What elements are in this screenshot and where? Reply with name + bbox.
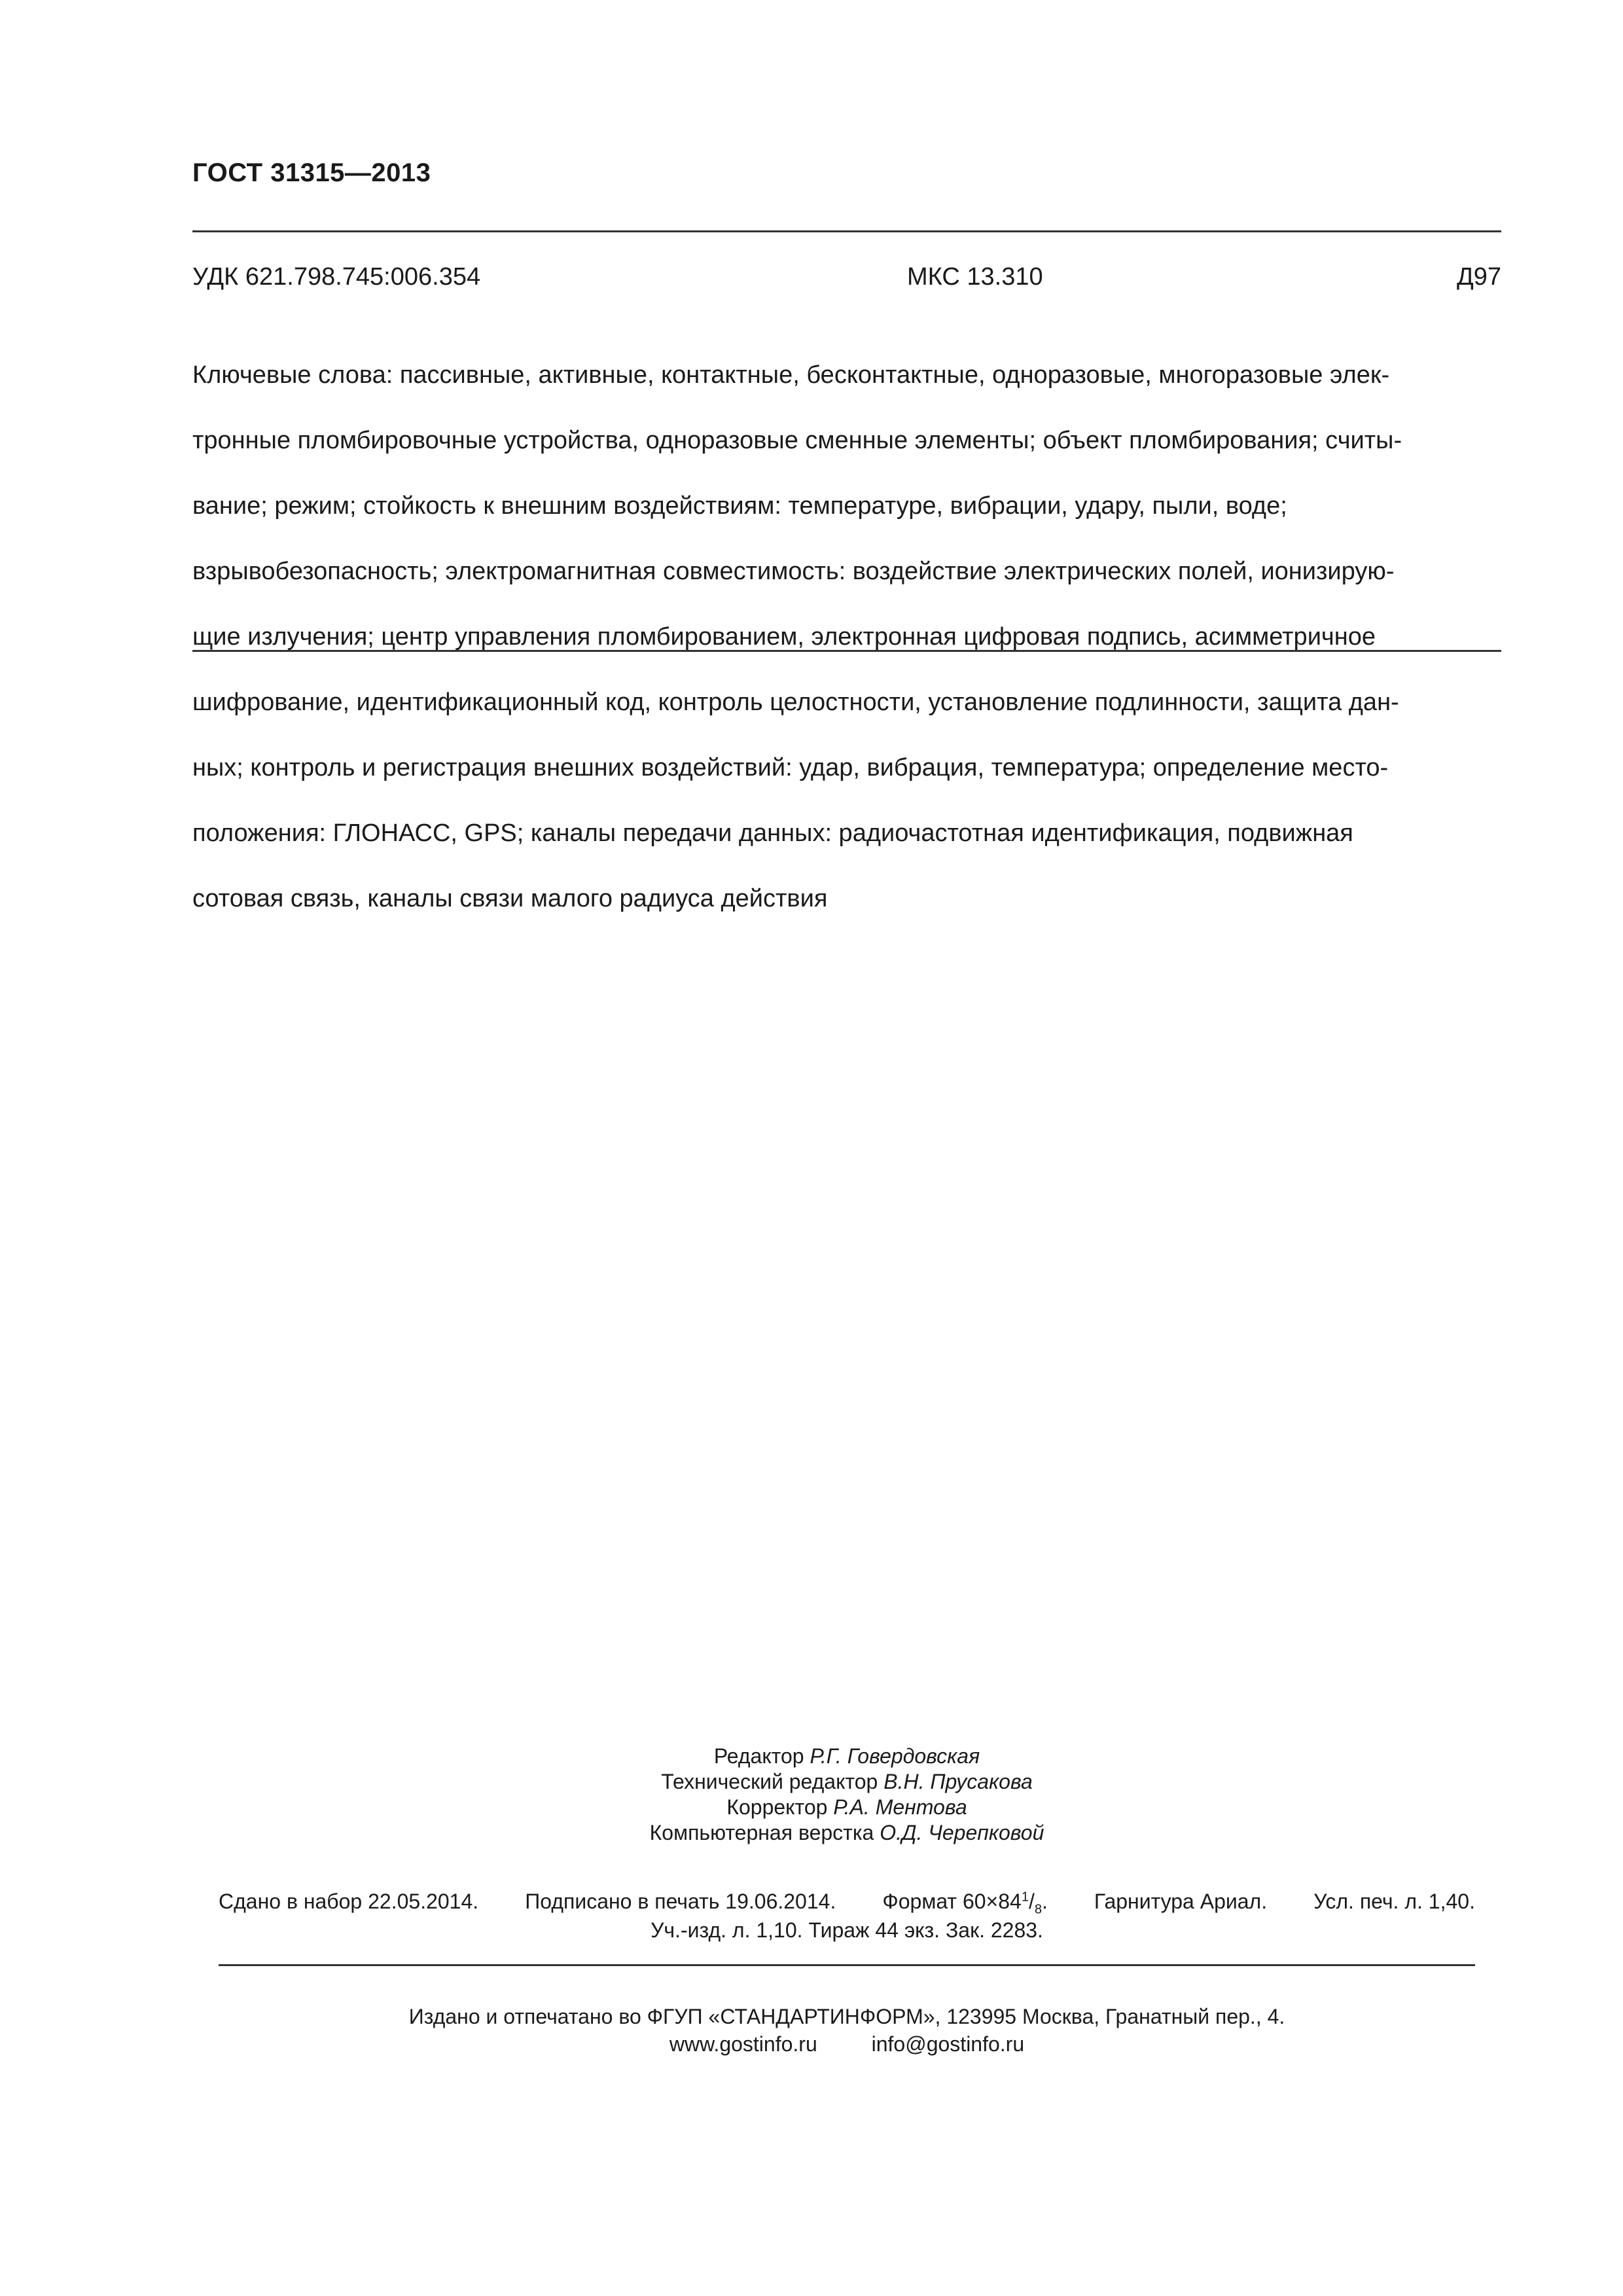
keywords-line: ных; контроль и регистрация внешних воздействий: удар, вибрация, температура; определение место- xyxy=(192,754,1389,781)
keywords-line: щие излучения; центр управления пломбированием, электронная цифровая подпись, асимметричное xyxy=(192,623,1376,651)
print-run-line: Уч.-изд. л. 1,10. Тираж 44 экз. Зак. 2283. xyxy=(651,1918,1043,1942)
submitted-date: Сдано в набор 22.05.2014. xyxy=(219,1890,479,1913)
bottom-divider xyxy=(219,1964,1475,1966)
udk-code: УДК 621.798.745:006.354 xyxy=(192,263,481,291)
publisher-links xyxy=(192,2030,1501,2058)
class-code: Д97 xyxy=(1456,263,1501,291)
editor-line xyxy=(192,1744,1501,1769)
proofreader-name: Р.А. Ментова xyxy=(833,1795,967,1819)
editor-name: Р.Г. Говердовская xyxy=(810,1744,980,1768)
email-link[interactable]: info@gostinfo.ru xyxy=(871,2032,1025,2056)
format-info xyxy=(882,1890,1047,1917)
tech-editor-role: Технический редактор xyxy=(661,1770,878,1793)
keywords-line: вание; режим; стойкость к внешним воздействиям: температуре, вибрации, удару, пыли, воде; xyxy=(192,492,1287,520)
format-slash: / xyxy=(1028,1890,1035,1913)
editor-role: Редактор xyxy=(713,1744,804,1768)
standard-code: ГОСТ 31315—2013 xyxy=(192,158,431,187)
proofreader-line xyxy=(192,1795,1501,1820)
keywords-line: сотовая связь, каналы связи малого радиуса действия xyxy=(192,885,828,912)
format-prefix: Формат 60×84 xyxy=(882,1890,1022,1913)
keywords-line: положения: ГЛОНАСС, GPS; каналы передачи данных: радиочастотная идентификация, подвижная xyxy=(192,819,1353,847)
sheets-info: Усл. печ. л. 1,40. xyxy=(1313,1890,1475,1913)
keywords-line: тронные пломбировочные устройства, одноразовые сменные элементы; объект пломбирования; считы- xyxy=(192,427,1402,454)
layout-name: О.Д. Черепковой xyxy=(880,1821,1044,1844)
keywords-line: Ключевые слова: пассивные, активные, контактные, бесконтактные, одноразовые, многоразовые элек- xyxy=(192,361,1390,389)
credits-block xyxy=(192,1744,1501,1846)
publisher-address: Издано и отпечатано во ФГУП «СТАНДАРТИНФОРМ», 123995 Москва, Гранатный пер., 4. xyxy=(408,2005,1285,2028)
print-info-line xyxy=(219,1890,1475,1917)
keywords-line: шифрование, идентификационный код, контроль целостности, установление подлинности, защита дан- xyxy=(192,689,1399,716)
format-denominator: 8 xyxy=(1034,1902,1042,1917)
keywords-divider xyxy=(192,650,1501,652)
top-divider xyxy=(192,230,1501,232)
website-link[interactable]: www.gostinfo.ru xyxy=(669,2032,817,2056)
keywords-paragraph xyxy=(192,326,1501,948)
layout-role: Компьютерная верстка xyxy=(649,1821,874,1844)
signed-date: Подписано в печать 19.06.2014. xyxy=(525,1890,836,1913)
typeface-info: Гарнитура Ариал. xyxy=(1094,1890,1268,1913)
layout-line xyxy=(192,1820,1501,1846)
proofreader-role: Корректор xyxy=(726,1795,828,1819)
mks-code: МКС 13.310 xyxy=(907,263,1043,291)
tech-editor-line xyxy=(192,1769,1501,1795)
tech-editor-name: В.Н. Прусакова xyxy=(883,1770,1033,1793)
publisher-block xyxy=(192,2003,1501,2058)
classification-row xyxy=(192,263,1501,291)
keywords-line: взрывобезопасность; электромагнитная совместимость: воздействие электрических полей, ионизирую- xyxy=(192,558,1395,585)
format-suffix: . xyxy=(1041,1890,1048,1913)
format-numerator: 1 xyxy=(1021,1890,1029,1905)
